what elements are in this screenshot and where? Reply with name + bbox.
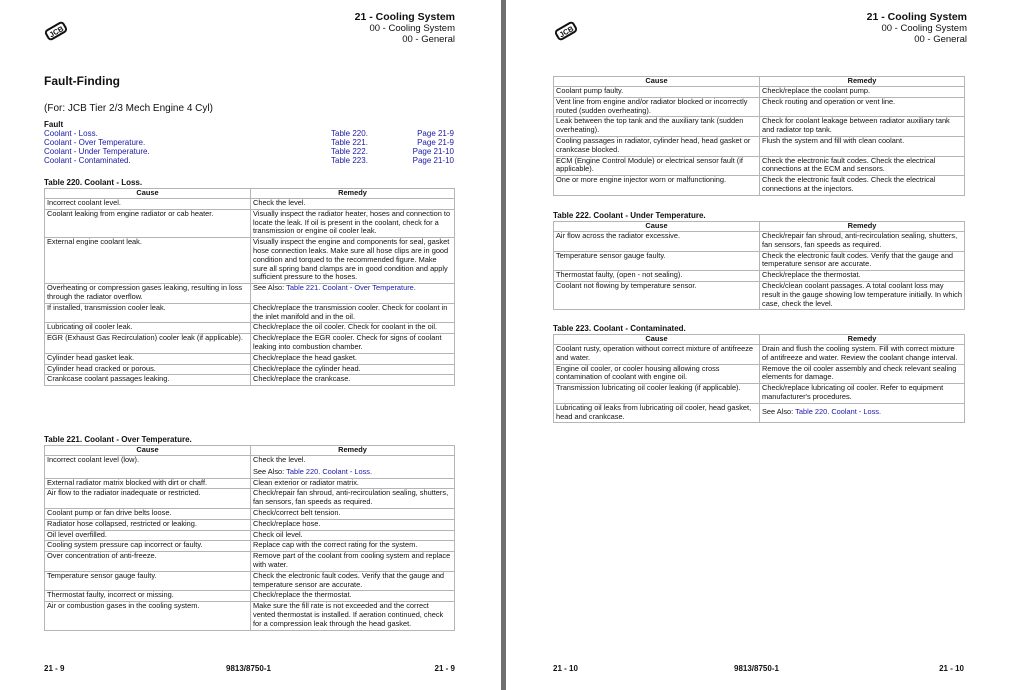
remedy-cell — [760, 403, 965, 423]
cause-cell: Cylinder head gasket leak. — [45, 353, 251, 364]
footer-page-right: 21 - 9 — [434, 664, 455, 673]
cause-cell: Cylinder head cracked or porous. — [45, 364, 251, 375]
table-row — [45, 303, 455, 323]
cause-cell: Thermostat faulty, (open - not sealing). — [554, 271, 760, 282]
remedy-cell — [251, 284, 455, 304]
remedy-cell: Check/replace the transmission cooler. Check for coolant in the inlet manifold and in the oil. — [251, 303, 455, 323]
remedy-cell: Replace cap with the correct rating for the system. — [251, 541, 455, 552]
table-220 — [44, 188, 455, 386]
table-header-row — [554, 222, 965, 232]
remedy-cell: Check/replace the coolant pump. — [760, 87, 965, 98]
cause-cell: Coolant pump or fan drive belts loose. — [45, 508, 251, 519]
cause-header: Cause — [45, 446, 251, 456]
fault-table-link[interactable]: Table 222. — [331, 147, 368, 156]
remedy-header: Remedy — [760, 335, 965, 345]
table-row — [45, 353, 455, 364]
cause-cell: Incorrect coolant level. — [45, 199, 251, 210]
svg-text:JCB: JCB — [47, 24, 66, 40]
remedy-cell: Check for coolant leakage between radiator auxiliary tank and radiator top tank. — [760, 117, 965, 137]
table-223 — [553, 334, 965, 423]
table-row — [45, 508, 455, 519]
remedy-cell: Check/replace the EGR cooler. Check for signs of coolant leaking into combustion chamber. — [251, 334, 455, 354]
table-221 — [44, 445, 455, 631]
cause-cell: Overheating or compression gases leaking, resulting in loss through the radiator overflow. — [45, 284, 251, 304]
cause-cell: Temperature sensor gauge faulty. — [554, 251, 760, 271]
table-row — [45, 591, 455, 602]
remedy-cell: Check/replace the crankcase. — [251, 375, 455, 386]
remedy-cell: Remove part of the coolant from cooling system and replace with water. — [251, 552, 455, 572]
remedy-cell: Check the electronic fault codes. Verify that the gauge and temperature sensor are accurate. — [760, 251, 965, 271]
table-row — [554, 87, 965, 98]
cause-cell: External radiator matrix blocked with dirt or chaff. — [45, 478, 251, 489]
page-header — [867, 12, 967, 45]
remedy-cell: Check/replace the cylinder head. — [251, 364, 455, 375]
remedy-cell: Check/replace hose. — [251, 519, 455, 530]
remedy-cell: Check the electronic fault codes. Verify that the gauge and temperature sensor are accurate. — [251, 571, 455, 591]
fault-page-link[interactable]: Page 21-10 — [412, 156, 454, 165]
cause-cell: Cooling system pressure cap incorrect or faulty. — [45, 541, 251, 552]
fault-name-link[interactable]: Coolant - Over Temperature. — [44, 138, 146, 147]
table-header-row — [554, 335, 965, 345]
table-220-title: Table 220. Coolant - Loss. — [44, 178, 143, 187]
see-also-link[interactable]: Table 220. Coolant - Loss. — [286, 466, 373, 476]
table-header-row — [45, 446, 455, 456]
cause-cell: Coolant pump faulty. — [554, 87, 760, 98]
see-also-link[interactable]: Table 221. Coolant - Over Temperature. — [286, 283, 416, 293]
page-subheading: (For: JCB Tier 2/3 Mech Engine 4 Cyl) — [44, 103, 213, 114]
footer-page-left: 21 - 10 — [553, 664, 578, 673]
footer-doc-number: 9813/8750-1 — [734, 664, 779, 673]
fault-index-row[interactable] — [44, 147, 454, 156]
header-chapter: 21 - Cooling System — [866, 11, 967, 23]
table-row — [45, 552, 455, 572]
table-221-title: Table 221. Coolant - Over Temperature. — [44, 435, 192, 444]
remedy-header: Remedy — [760, 222, 965, 232]
cause-cell: One or more engine injector worn or malfunctioning. — [554, 176, 760, 196]
table-221-continued — [553, 76, 965, 196]
table-row — [45, 199, 455, 210]
remedy-cell: Clean exterior or radiator matrix. — [251, 478, 455, 489]
cause-cell: Oil level overfilled. — [45, 530, 251, 541]
remedy-cell: Check the electronic fault codes. Check the electrical connections at the injectors. — [760, 176, 965, 196]
table-row — [554, 364, 965, 384]
cause-cell: Thermostat faulty, incorrect or missing. — [45, 591, 251, 602]
fault-table-link[interactable]: Table 220. — [331, 129, 368, 138]
cause-cell: Lubricating oil cooler leak. — [45, 323, 251, 334]
remedy-cell: Check the electronic fault codes. Check the electrical connections at the ECM and sensors. — [760, 156, 965, 176]
see-also-label: See Also: — [253, 283, 287, 293]
table-row — [554, 281, 965, 309]
footer-page-left: 21 - 9 — [44, 664, 65, 673]
table-223-title: Table 223. Coolant - Contaminated. — [553, 324, 686, 333]
fault-page-link[interactable]: Page 21-9 — [417, 138, 454, 147]
header-subsection: 00 - General — [402, 34, 455, 45]
cause-cell: Cooling passages in radiator, cylinder head, head gasket or crankcase blocked. — [554, 136, 760, 156]
cause-cell: Leak between the top tank and the auxiliary tank (sudden overheating). — [554, 117, 760, 137]
table-row — [45, 238, 455, 284]
table-row — [554, 403, 965, 423]
page-21-10 — [506, 0, 1013, 690]
remedy-cell: Check/replace lubricating oil cooler. Refer to equipment manufacturer's procedures. — [760, 384, 965, 404]
cause-cell: EGR (Exhaust Gas Recirculation) cooler leak (if applicable). — [45, 334, 251, 354]
fault-name-link[interactable]: Coolant - Under Temperature. — [44, 147, 150, 156]
table-row — [45, 541, 455, 552]
remedy-header: Remedy — [251, 189, 455, 199]
header-section: 00 - Cooling System — [881, 23, 967, 34]
table-222 — [553, 221, 965, 310]
remedy-cell: Visually inspect the engine and components for seal, gasket hose connection leaks. Make sure all hose clips are in good condition and torqued to the recommended figure. Make sure all spring band clamps are in good condition and apply sufficient pressure to the hoses. — [251, 238, 455, 284]
see-also-label: See Also: — [762, 407, 796, 417]
remedy-cell: Make sure the fill rate is not exceeded and the correct vented thermostat is installed. If aeration continued, check for a compression leak through the head gasket. — [251, 602, 455, 630]
remedy-text: Check the level. — [253, 455, 306, 464]
remedy-cell: Check/replace the oil cooler. Check for coolant in the oil. — [251, 323, 455, 334]
cause-cell: Crankcase coolant passages leaking. — [45, 375, 251, 386]
table-row — [554, 232, 965, 252]
table-row — [554, 97, 965, 117]
cause-cell: Air or combustion gases in the cooling system. — [45, 602, 251, 630]
table-row — [45, 478, 455, 489]
table-row — [45, 364, 455, 375]
fault-label: Fault — [44, 120, 64, 129]
page-header — [355, 12, 455, 45]
table-header-row — [45, 189, 455, 199]
remedy-cell: Check routing and operation or vent line. — [760, 97, 965, 117]
cause-cell: If installed, transmission cooler leak. — [45, 303, 251, 323]
svg-text:JCB: JCB — [557, 24, 576, 40]
cause-cell: Over concentration of anti-freeze. — [45, 552, 251, 572]
remedy-cell: Check oil level. — [251, 530, 455, 541]
cause-cell: Vent line from engine and/or radiator blocked or incorrectly routed (sudden overheating). — [554, 97, 760, 117]
cause-cell: Coolant not flowing by temperature sensor. — [554, 281, 760, 309]
remedy-cell: Check/replace the thermostat. — [251, 591, 455, 602]
jcb-logo-icon — [44, 20, 68, 42]
fault-name-link[interactable]: Coolant - Contaminated. — [44, 156, 131, 165]
remedy-cell: Check/clean coolant passages. A total coolant loss may result in the gauge showing low temperature initially. In which case, check the level. — [760, 281, 965, 309]
cause-header: Cause — [554, 222, 760, 232]
table-row — [45, 323, 455, 334]
cause-cell: External engine coolant leak. — [45, 238, 251, 284]
remedy-cell: Check/repair fan shroud, anti-recirculation sealing, shutters, fan sensors, fan speeds as required. — [760, 232, 965, 252]
table-row — [45, 456, 455, 479]
page-heading: Fault-Finding — [44, 74, 120, 88]
table-row — [45, 375, 455, 386]
cause-cell: Lubricating oil leaks from lubricating oil cooler, head gasket, head and crankcase. — [554, 403, 760, 423]
cause-cell: Coolant rusty, operation without correct mixture of antifreeze and water. — [554, 345, 760, 365]
header-section: 00 - Cooling System — [369, 23, 455, 34]
table-row — [554, 136, 965, 156]
cause-header: Cause — [554, 77, 760, 87]
table-row — [45, 571, 455, 591]
remedy-cell: Drain and flush the cooling system. Fill with correct mixture of antifreeze and water. Review the coolant change interval. — [760, 345, 965, 365]
table-row — [45, 530, 455, 541]
fault-index-row[interactable] — [44, 138, 454, 147]
fault-index-row[interactable] — [44, 129, 454, 138]
remedy-cell: Flush the system and fill with clean coolant. — [760, 136, 965, 156]
cause-cell: Engine oil cooler, or cooler housing allowing cross contamination of coolant with engine oil. — [554, 364, 760, 384]
remedy-cell — [251, 456, 455, 479]
remedy-cell: Check/replace the head gasket. — [251, 353, 455, 364]
cause-cell: Transmission lubricating oil cooler leaking (if applicable). — [554, 384, 760, 404]
cause-header: Cause — [554, 335, 760, 345]
cause-cell: Incorrect coolant level (low). — [45, 456, 251, 479]
table-header-row — [554, 77, 965, 87]
fault-page-link[interactable]: Page 21-10 — [412, 147, 454, 156]
fault-index-row[interactable] — [44, 156, 454, 165]
footer-doc-number: 9813/8750-1 — [226, 664, 271, 673]
header-subsection: 00 - General — [914, 34, 967, 45]
table-row — [554, 345, 965, 365]
table-222-title: Table 222. Coolant - Under Temperature. — [553, 211, 706, 220]
remedy-cell: Remove the oil cooler assembly and check relevant sealing elements for damage. — [760, 364, 965, 384]
see-also-link[interactable]: Table 220. Coolant - Loss. — [795, 407, 882, 417]
remedy-cell: Visually inspect the radiator heater, hoses and connection to locate the leak. If oil is present in the coolant, check for a transmission or engine oil cooler leak. — [251, 209, 455, 237]
table-row — [45, 209, 455, 237]
remedy-cell: Check/replace the thermostat. — [760, 271, 965, 282]
cause-cell: Coolant leaking from engine radiator or cab heater. — [45, 209, 251, 237]
fault-table-link[interactable]: Table 221. — [331, 138, 368, 147]
header-chapter: 21 - Cooling System — [354, 11, 455, 23]
cause-cell: Temperature sensor gauge faulty. — [45, 571, 251, 591]
cause-cell: Air flow to the radiator inadequate or restricted. — [45, 489, 251, 509]
fault-page-link[interactable]: Page 21-9 — [417, 129, 454, 138]
remedy-header: Remedy — [760, 77, 965, 87]
cause-cell: Radiator hose collapsed, restricted or leaking. — [45, 519, 251, 530]
table-row — [554, 117, 965, 137]
table-row — [554, 156, 965, 176]
remedy-cell: Check the level. — [251, 199, 455, 210]
table-row — [554, 384, 965, 404]
table-row — [554, 251, 965, 271]
table-row — [45, 334, 455, 354]
fault-name-link[interactable]: Coolant - Loss. — [44, 129, 98, 138]
table-row — [45, 284, 455, 304]
fault-table-link[interactable]: Table 223. — [331, 156, 368, 165]
jcb-logo-icon — [554, 20, 578, 42]
see-also-label: See Also: — [253, 466, 287, 476]
cause-cell: Air flow across the radiator excessive. — [554, 232, 760, 252]
remedy-cell: Check/correct belt tension. — [251, 508, 455, 519]
cause-header: Cause — [45, 189, 251, 199]
cause-cell: ECM (Engine Control Module) or electrical sensor fault (if applicable). — [554, 156, 760, 176]
table-row — [45, 602, 455, 630]
table-row — [45, 489, 455, 509]
see-also-line — [253, 468, 452, 477]
page-21-9 — [0, 0, 501, 690]
table-row — [554, 271, 965, 282]
remedy-cell: Check/repair fan shroud, anti-recirculation sealing, shutters, fan sensors, fan speeds as required. — [251, 489, 455, 509]
remedy-header: Remedy — [251, 446, 455, 456]
table-row — [554, 176, 965, 196]
table-row — [45, 519, 455, 530]
footer-page-right: 21 - 10 — [939, 664, 964, 673]
